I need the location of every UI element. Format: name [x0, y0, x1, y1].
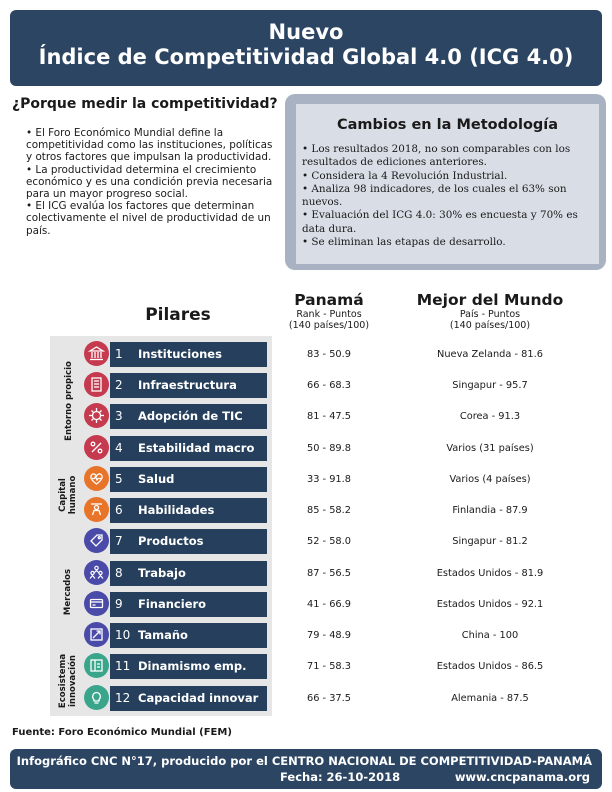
footer-credit: Infográfico CNC N°17, producido por el CENTRO NACIONAL DE COMPETITIVIDAD-PANAMÁ	[16, 754, 592, 768]
pillar-number: 2	[115, 378, 123, 392]
methodology-title: Cambios en la Metodología	[336, 117, 559, 133]
footer-date: Fecha: 26-10-2018	[280, 770, 401, 784]
best-value: Estados Unidos - 86.5	[436, 661, 544, 672]
pillar-label: Infraestructura	[138, 378, 237, 392]
panama-value: 85 - 58.2	[306, 505, 352, 516]
panama-value: 87 - 56.5	[306, 568, 352, 579]
person-icon	[84, 497, 109, 522]
pillar-row	[84, 654, 267, 679]
pillar-bar	[110, 342, 267, 367]
best-value: Finlandia - 87.9	[452, 505, 528, 516]
panama-header-title: Panamá	[294, 291, 364, 309]
institution-icon	[84, 341, 109, 366]
expand-icon	[84, 622, 109, 647]
pillar-bar	[110, 529, 267, 554]
pillar-label: Habilidades	[138, 503, 215, 517]
panama-value: 33 - 91.8	[306, 474, 352, 485]
card-icon	[84, 591, 109, 616]
best-header-sub1: País - Puntos	[459, 309, 521, 320]
panama-value: 52 - 58.0	[306, 536, 352, 547]
pillar-number: 6	[115, 503, 123, 517]
panama-value: 66 - 37.5	[306, 693, 352, 704]
pillar-label: Productos	[138, 534, 204, 548]
best-header-title: Mejor del Mundo	[416, 291, 564, 309]
pillar-bar	[110, 654, 267, 679]
pillar-number: 3	[115, 409, 123, 423]
tag-icon	[84, 528, 109, 553]
pillar-bar	[110, 592, 267, 617]
why-list	[26, 127, 280, 237]
footer-banner	[10, 749, 602, 789]
panama-value: 79 - 48.9	[306, 630, 352, 641]
why-bullet: • El ICG evalúa los factores que determinan colectivamente el nivel de productividad de un país.	[26, 200, 271, 237]
pillar-bar	[110, 686, 267, 711]
best-value: Varios (4 países)	[449, 474, 531, 485]
best-value: China - 100	[461, 630, 519, 641]
header-title-line1: Nuevo	[268, 20, 344, 44]
best-value: Corea - 91.3	[459, 411, 521, 422]
building-icon	[84, 372, 109, 397]
methodology-bullet: • Evaluación del ICG 4.0: 30% es encuesta y 70% es data dura.	[302, 209, 578, 235]
best-value: Estados Unidos - 92.1	[436, 599, 544, 610]
methodology-bullet: • Considera la 4 Revolución Industrial.	[302, 169, 508, 182]
pillar-number: 11	[115, 659, 131, 673]
best-value: Singapur - 81.2	[452, 536, 528, 547]
panama-value: 66 - 68.3	[306, 380, 352, 391]
panama-value: 83 - 50.9	[306, 349, 352, 360]
pillar-number: 12	[115, 691, 131, 705]
pillar-bar	[110, 467, 267, 492]
methodology-bullet: • Los resultados 2018, no son comparables con los resultados de ediciones anteriores.	[302, 143, 571, 169]
best-header-sub2: (140 países/100)	[449, 320, 531, 331]
panama-value: 81 - 47.5	[306, 411, 352, 422]
why-title: ¿Porque medir la competitividad?	[12, 96, 278, 112]
header-banner	[10, 10, 602, 86]
best-value: Estados Unidos - 81.9	[436, 568, 544, 579]
why-bullet: • La productividad determina el crecimiento económico y es una condición previa necesaria para un mayor progreso social.	[26, 163, 273, 201]
pillar-number: 4	[115, 441, 123, 455]
pillar-label: Salud	[138, 472, 175, 486]
methodology-bullet: • Se eliminan las etapas de desarrollo.	[302, 236, 506, 249]
business-icon	[84, 653, 109, 678]
pillar-bar	[110, 498, 267, 523]
pillar-bar	[110, 561, 267, 586]
pillar-label: Adopción de TIC	[138, 409, 243, 423]
pillar-row	[84, 373, 267, 398]
pillar-row	[84, 404, 267, 429]
pillar-row	[84, 529, 267, 554]
pillar-bar	[110, 623, 267, 648]
bulb-icon	[84, 685, 109, 710]
chip-icon	[84, 403, 109, 428]
pillar-row	[84, 467, 267, 492]
panama-value: 50 - 89.8	[306, 443, 352, 454]
pillar-number: 7	[115, 534, 123, 548]
source-note: Fuente: Foro Económico Mundial (FEM)	[12, 727, 232, 738]
heart-pulse-icon	[84, 466, 109, 491]
pillar-label: Trabajo	[138, 566, 186, 580]
methodology-bullet: • Analiza 98 indicadores, de los cuales el 63% son nuevos.	[302, 182, 567, 209]
group-label-capital-line1: Capital	[58, 478, 68, 512]
pillar-bar	[110, 404, 267, 429]
footer-website: www.cncpanama.org	[454, 770, 590, 784]
pillar-label: Tamaño	[138, 628, 188, 642]
group-label-ecosistema-line2: innovación	[67, 655, 78, 707]
pillar-row	[84, 623, 267, 648]
pillar-row	[84, 592, 267, 617]
panama-header-sub1: Rank - Puntos	[296, 309, 362, 320]
percent-icon	[84, 435, 109, 460]
team-icon	[84, 560, 109, 585]
why-bullet: • El Foro Económico Mundial define la competitividad como las instituciones, políticas y otros factores que impulsan la productividad.	[26, 127, 273, 164]
pillar-row	[84, 686, 267, 711]
best-value: Alemania - 87.5	[451, 693, 529, 704]
pillar-bar	[110, 436, 267, 461]
group-label-capital	[59, 465, 81, 525]
pillar-row	[84, 498, 267, 523]
best-header	[410, 291, 570, 331]
pillar-bar	[110, 373, 267, 398]
best-value: Singapur - 95.7	[452, 380, 528, 391]
panama-header	[276, 291, 382, 331]
pilares-header: Pilares	[145, 305, 211, 325]
group-label-ecosistema-line1: Ecosistema	[58, 653, 68, 709]
group-label-entorno: Entorno propicio	[64, 361, 74, 441]
pillar-row	[84, 342, 267, 367]
pillar-label: Financiero	[138, 597, 207, 611]
pillar-row	[84, 561, 267, 586]
pillar-number: 9	[115, 597, 123, 611]
methodology-list	[302, 143, 596, 249]
best-value: Nueva Zelanda - 81.6	[437, 349, 543, 360]
group-label-mercados: Mercados	[63, 568, 73, 616]
group-label-capital-line2: humano	[67, 475, 78, 515]
pillar-number: 5	[115, 472, 123, 486]
pillar-number: 10	[115, 628, 131, 642]
pillar-label: Instituciones	[138, 347, 222, 361]
group-label-ecosistema	[59, 645, 81, 717]
pillar-row	[84, 436, 267, 461]
pillar-number: 8	[115, 566, 123, 580]
best-value: Varios (31 países)	[446, 443, 534, 454]
panama-value: 41 - 66.9	[306, 599, 352, 610]
header-title-line2: Índice de Competitividad Global 4.0 (ICG 4.0)	[38, 45, 574, 69]
panama-header-sub2: (140 países/100)	[288, 320, 370, 331]
panama-value: 71 - 58.3	[306, 661, 352, 672]
pillar-label: Dinamismo emp.	[138, 659, 247, 673]
pillar-label: Estabilidad macro	[138, 441, 255, 455]
pillar-number: 1	[115, 347, 123, 361]
pillar-label: Capacidad innovar	[138, 691, 259, 705]
